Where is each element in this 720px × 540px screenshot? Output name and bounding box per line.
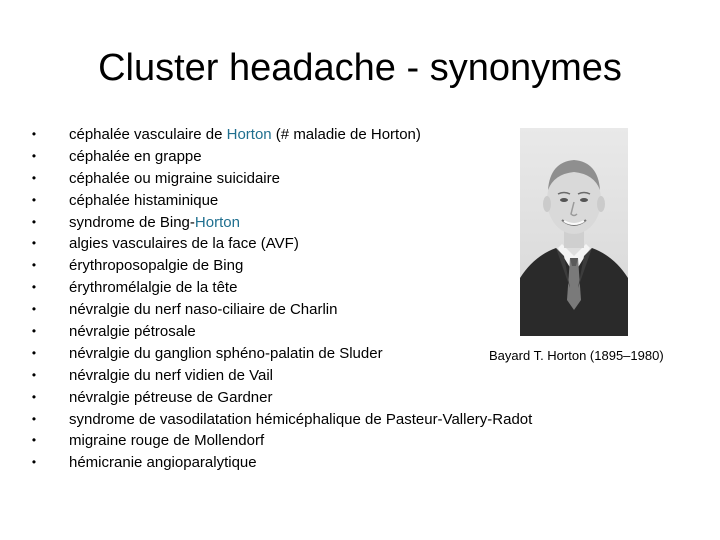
bullet-dot-icon: • [31,389,37,404]
item-text: érythroposopalgie de Bing [69,257,244,275]
item-text: céphalée ou migraine suicidaire [69,169,280,187]
item-highlight: Horton [226,126,272,143]
item-text: névralgie pétrosale [69,323,196,341]
bullet-dot-icon: • [31,127,37,141]
item-text: névralgie du ganglion sphéno-palatin de Sluder [69,344,383,362]
item-text: céphalée histaminique [69,191,219,209]
portrait-photo [520,128,628,336]
item-text: érythromélalgie de la tête [69,279,238,297]
item-text: syndrome de vasodilatation hémicéphalique de Pasteur-Vallery-Radot [69,410,533,428]
bullet-dot-icon: • [31,433,37,448]
bullet-dot-icon: • [31,192,37,207]
bullet-dot-icon: • [31,170,37,185]
item-highlight: Horton [194,213,240,231]
bullet-dot-icon: • [31,236,37,251]
bullet-dot-icon: • [31,302,37,317]
bullet-dot-icon: • [31,455,37,470]
item-text: névralgie du nerf naso-ciliaire de Charlin [69,301,338,319]
list-item [30,452,670,474]
item-text: hémicranie angioparalytique [69,454,257,472]
photo-caption: Bayard T. Horton (1895–1980) [489,348,664,363]
item-text: névralgie pétreuse de Gardner [69,388,273,406]
portrait-image [520,128,628,336]
item-text: syndrome de Bing- [69,213,195,231]
bullet-dot-icon: • [31,148,37,163]
list-item [30,365,670,387]
bullet-dot-icon: • [31,258,37,273]
bullet-dot-icon: • [31,214,37,229]
slide-title: Cluster headache - synonymes [98,47,622,89]
list-item [30,409,670,431]
bullet-dot-icon: • [31,345,37,360]
item-text: céphalée vasculaire de [69,126,227,143]
item-text-after: (# maladie de Horton) [271,126,421,143]
bullet-dot-icon: • [31,411,37,426]
item-text: névralgie du nerf vidien de Vail [69,366,274,384]
item-text: migraine rouge de Mollendorf [69,432,265,450]
item-text: algies vasculaires de la face (AVF) [69,235,299,253]
bullet-dot-icon: • [31,280,37,295]
list-item [30,430,670,452]
list-item [30,387,670,409]
bullet-dot-icon: • [31,367,37,382]
bullet-dot-icon: • [31,324,37,339]
item-text: céphalée en grappe [69,147,202,165]
